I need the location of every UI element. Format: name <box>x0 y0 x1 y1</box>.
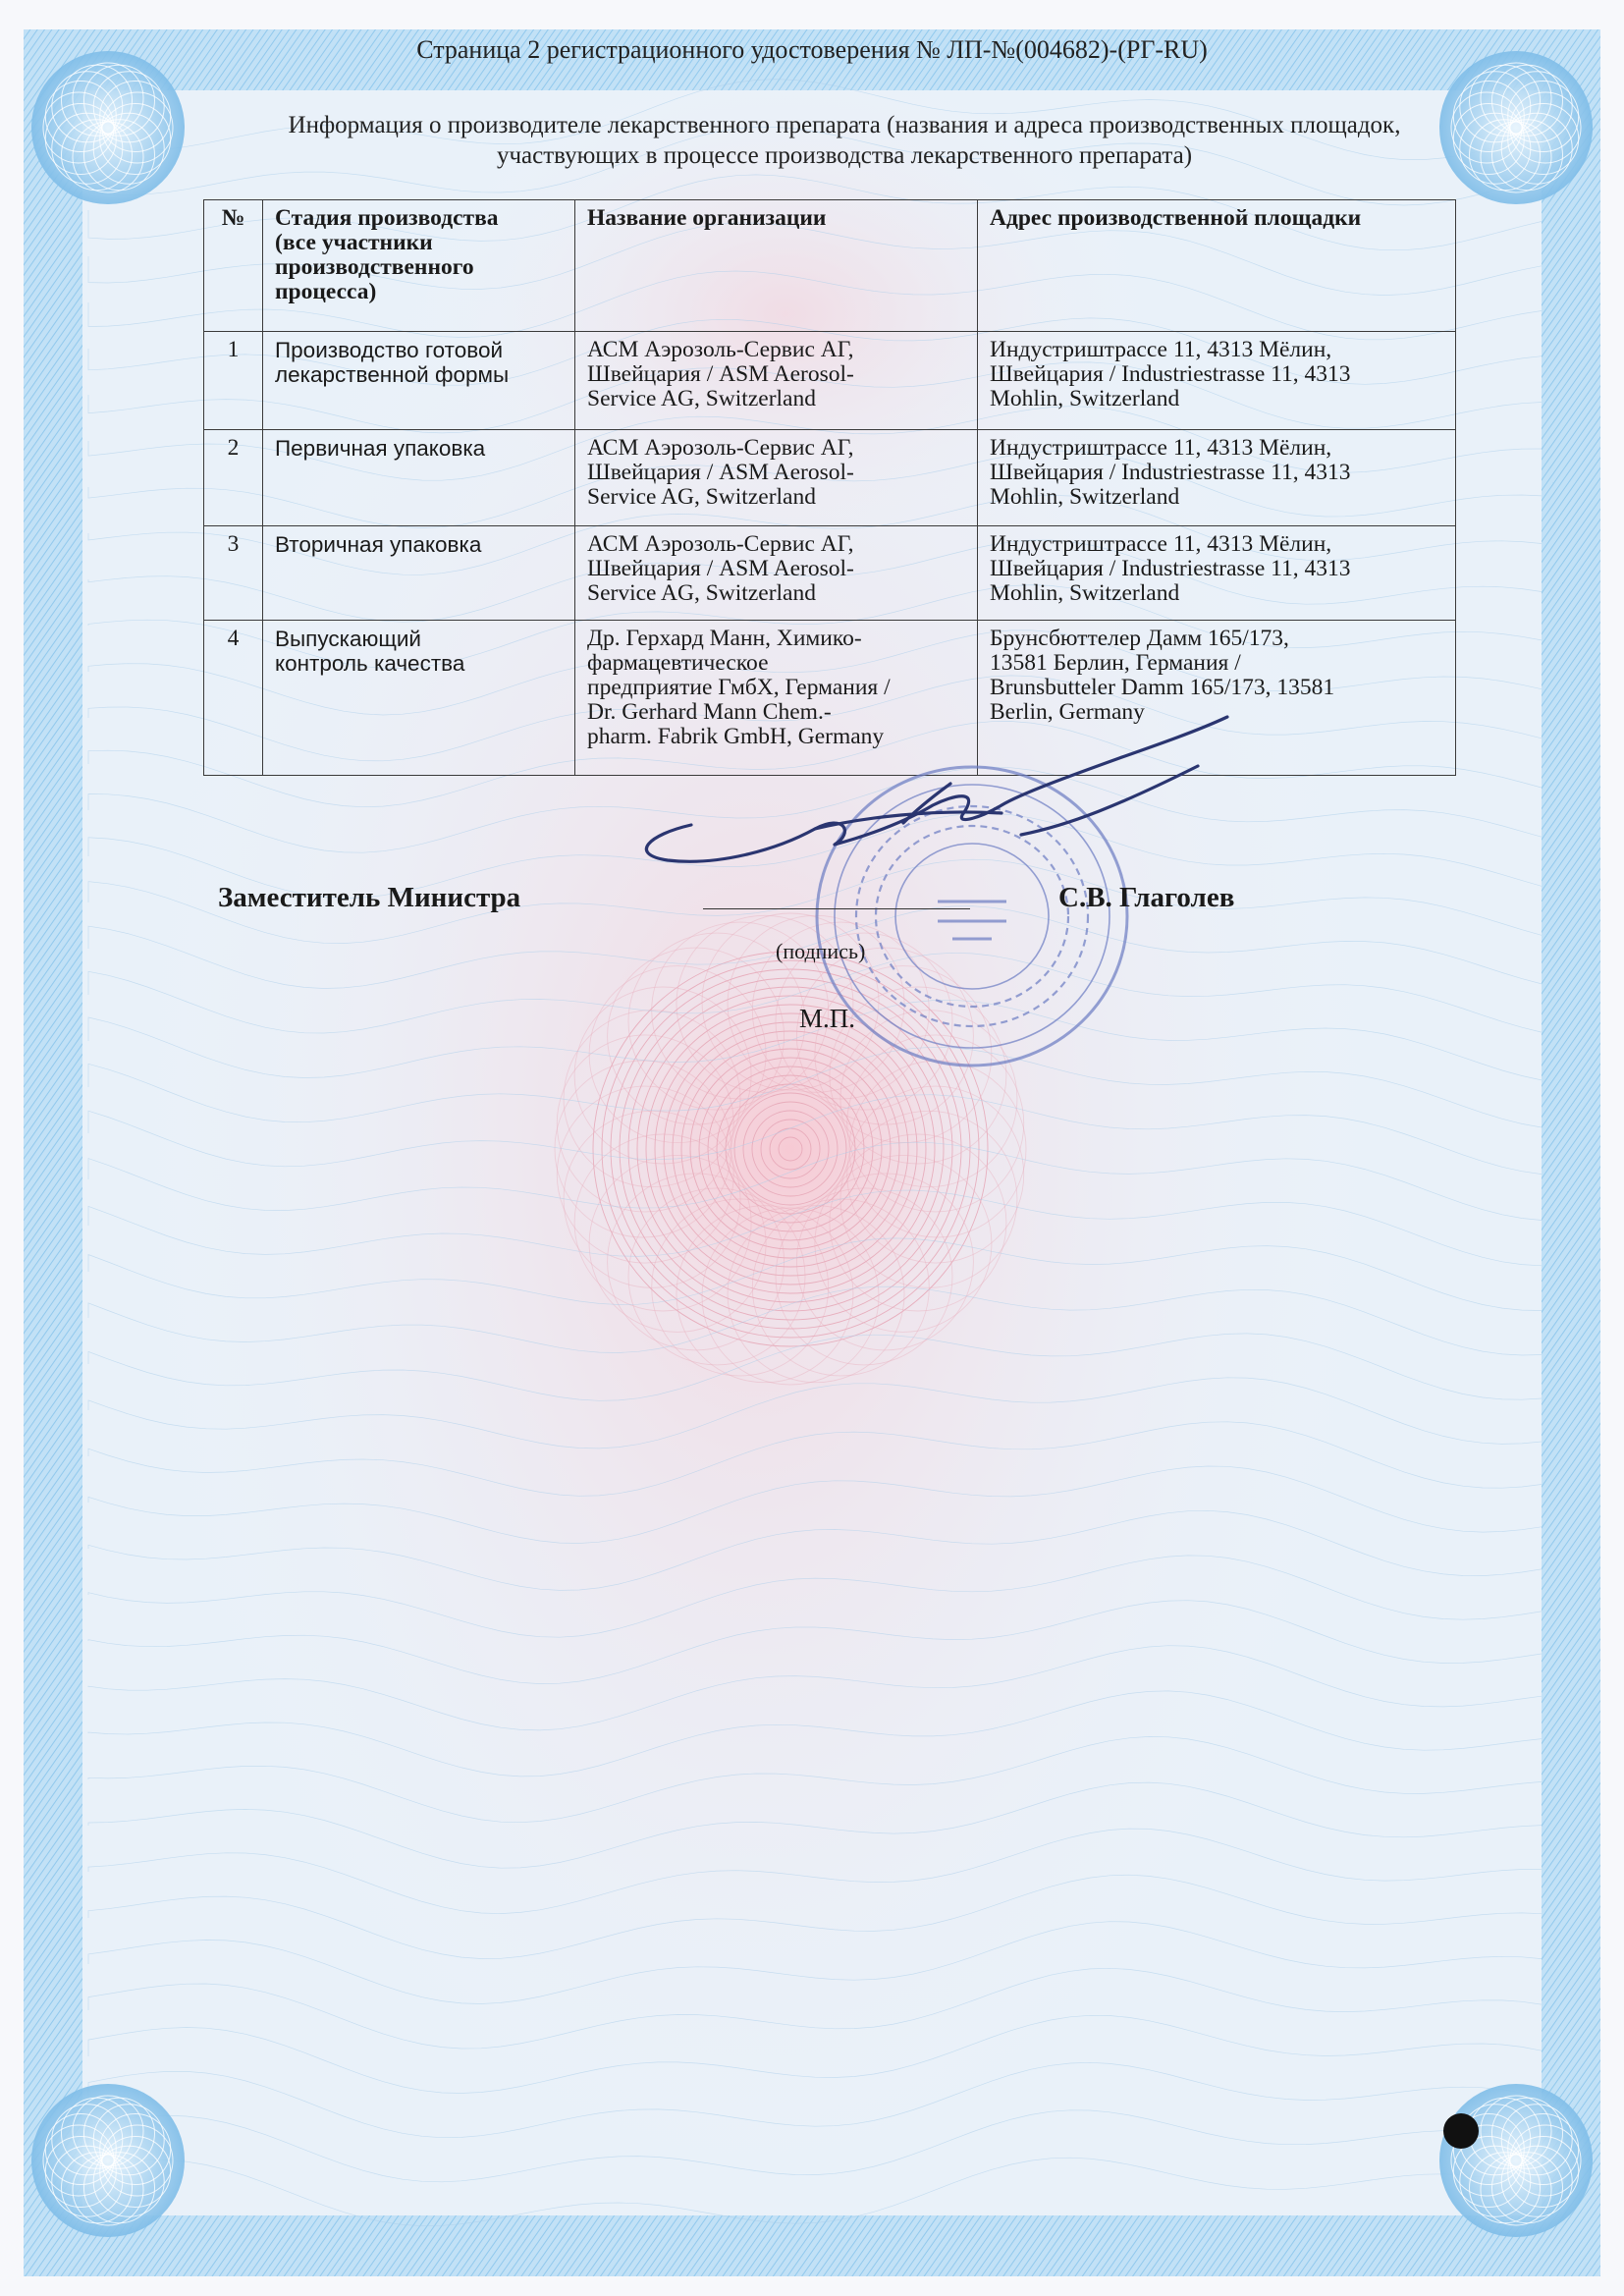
org-line: Швейцария / ASM Aerosol- <box>587 460 854 485</box>
handwritten-signature <box>609 707 1257 894</box>
org-line: фармацевтическое <box>587 650 769 676</box>
address-line: Mohlin, Switzerland <box>990 484 1180 510</box>
row-number: 4 <box>204 621 263 776</box>
manufacturer-info-title <box>216 110 1473 171</box>
address-line: Швейцария / Industriestrasse 11, 4313 <box>990 460 1351 485</box>
signature-line <box>703 908 970 909</box>
address-line: Индустриштрассе 11, 4313 Мёлин, <box>990 531 1332 557</box>
address-line: 13581 Берлин, Германия / <box>990 650 1241 676</box>
org-line: Service AG, Switzerland <box>587 484 816 510</box>
row-number: 2 <box>204 430 263 526</box>
signatory-role: Заместитель Министра <box>218 882 521 913</box>
header-stage-line: (все участники <box>275 230 433 255</box>
signatory-name: С.В. Глаголев <box>1058 882 1235 913</box>
stage-line: контроль качества <box>275 651 465 676</box>
info-title-line-1: Информация о производителе лекарственного препарата (названия и адреса производственных площадок, <box>288 112 1401 138</box>
org-line: Service AG, Switzerland <box>587 386 816 411</box>
row-stage <box>263 621 575 776</box>
address-line: Mohlin, Switzerland <box>990 386 1180 411</box>
header-organization: Название организации <box>575 200 978 332</box>
row-organization <box>575 526 978 621</box>
org-line: Service AG, Switzerland <box>587 580 816 606</box>
info-title-line-2: участвующих в процессе производства лекарственного препарата) <box>496 142 1193 169</box>
org-line: АСМ Аэрозоль-Сервис АГ, <box>587 531 854 557</box>
address-line: Mohlin, Switzerland <box>990 580 1180 606</box>
row-stage <box>263 430 575 526</box>
org-line: Др. Герхард Манн, Химико- <box>587 626 862 651</box>
org-line: Dr. Gerhard Mann Chem.- <box>587 699 832 725</box>
punch-hole <box>1441 2111 1481 2151</box>
stage-line: Производство готовой <box>275 338 504 362</box>
address-line: Швейцария / Industriestrasse 11, 4313 <box>990 556 1351 581</box>
org-line: предприятие ГмбХ, Германия / <box>587 675 891 700</box>
row-number: 1 <box>204 332 263 430</box>
header-stage-line: Стадия производства <box>275 205 499 231</box>
org-line: АСМ Аэрозоль-Сервис АГ, <box>587 435 854 461</box>
row-stage <box>263 332 575 430</box>
stage-line: Вторичная упаковка <box>275 532 482 557</box>
header-stage-line: производственного <box>275 254 474 280</box>
row-address <box>978 332 1456 430</box>
table-header-row <box>204 200 1456 332</box>
address-line: Индустриштрассе 11, 4313 Мёлин, <box>990 435 1332 461</box>
header-number: № <box>204 200 263 332</box>
address-line: Индустриштрассе 11, 4313 Мёлин, <box>990 337 1332 362</box>
address-line: Brunsbutteler Damm 165/173, 13581 <box>990 675 1335 700</box>
table-row <box>204 332 1456 430</box>
address-line: Berlin, Germany <box>990 699 1145 725</box>
row-organization <box>575 430 978 526</box>
signature-caption: (подпись) <box>776 939 866 963</box>
row-address <box>978 430 1456 526</box>
stamp-place-label: М.П. <box>799 1004 856 1033</box>
header-address: Адрес производственной площадки <box>978 200 1456 332</box>
stage-line: Выпускающий <box>275 627 421 651</box>
header-stage-line: процесса) <box>275 279 377 304</box>
row-address <box>978 526 1456 621</box>
org-line: АСМ Аэрозоль-Сервис АГ, <box>587 337 854 362</box>
row-number: 3 <box>204 526 263 621</box>
table-row <box>204 526 1456 621</box>
header-stage <box>263 200 575 332</box>
org-line: Швейцария / ASM Aerosol- <box>587 556 854 581</box>
org-line: Швейцария / ASM Aerosol- <box>587 361 854 387</box>
stage-line: лекарственной формы <box>275 362 510 387</box>
manufacturer-table <box>203 199 1456 776</box>
row-stage <box>263 526 575 621</box>
stage-line: Первичная упаковка <box>275 436 486 461</box>
address-line: Брунсбюттелер Дамм 165/173, <box>990 626 1289 651</box>
org-line: pharm. Fabrik GmbH, Germany <box>587 724 885 749</box>
page-header: Страница 2 регистрационного удостоверения № ЛП-№(004682)-(РГ-RU) <box>416 35 1208 64</box>
address-line: Швейцария / Industriestrasse 11, 4313 <box>990 361 1351 387</box>
row-organization <box>575 332 978 430</box>
table-row <box>204 430 1456 526</box>
